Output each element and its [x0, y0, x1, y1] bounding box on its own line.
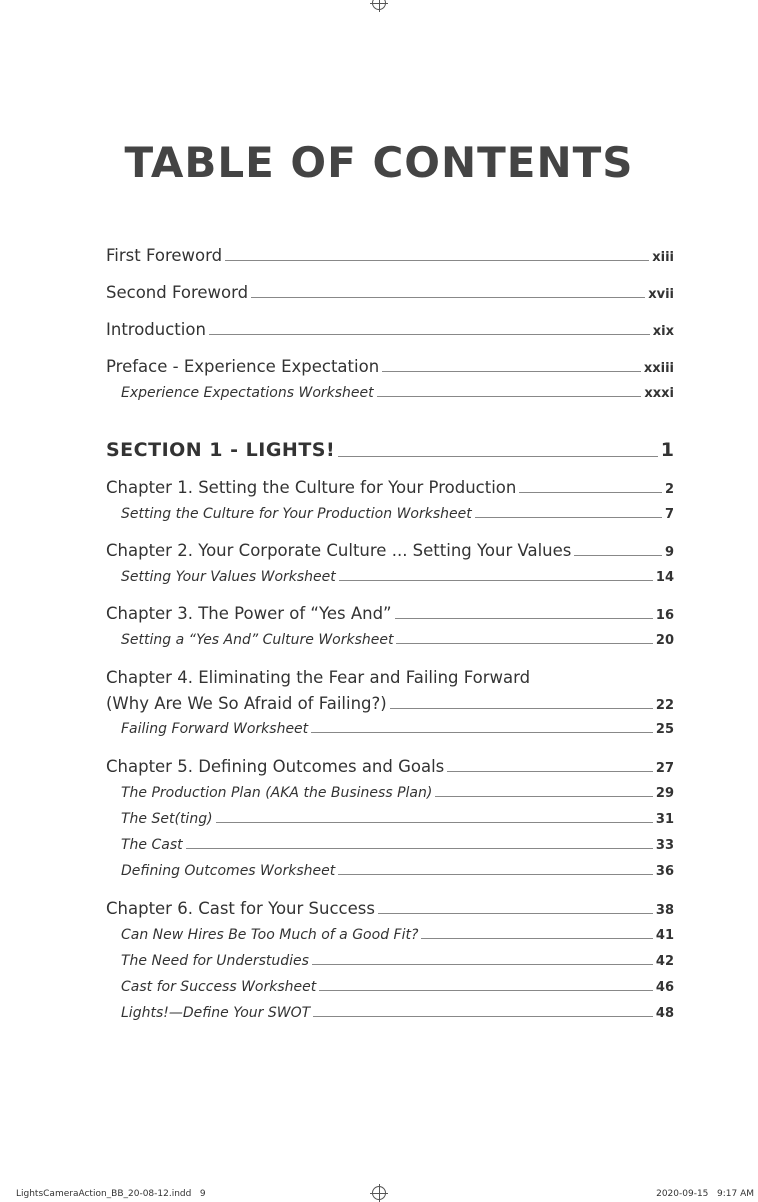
toc-subentry[interactable]	[121, 569, 674, 585]
toc-entry-page: 16	[655, 608, 674, 623]
toc-entry[interactable]	[106, 283, 674, 302]
registration-mark-icon	[372, 1186, 386, 1200]
leader-line	[390, 708, 653, 709]
toc-entry-label: Introduction	[106, 320, 206, 339]
toc-entry-label: Lights!—Define Your SWOT	[121, 1005, 311, 1021]
toc-entry-label: Defining Outcomes Worksheet	[121, 863, 336, 879]
toc-entry-label: The Production Plan (AKA the Business Plan)	[121, 785, 433, 801]
toc-entry-page: xxxi	[644, 386, 674, 401]
toc-entry-page: 29	[655, 786, 674, 801]
toc-entry-page: 27	[655, 761, 674, 776]
toc-entry[interactable]	[106, 357, 674, 376]
toc-entry-page: xix	[652, 324, 674, 339]
leader-line	[216, 822, 653, 823]
toc-entry-label: Setting Your Values Worksheet	[121, 569, 336, 585]
toc-entry-label: Chapter 3. The Power of “Yes And”	[106, 604, 392, 623]
leader-line	[395, 618, 653, 619]
toc-entry[interactable]	[106, 541, 674, 560]
leader-line	[225, 260, 649, 261]
leader-line	[396, 643, 652, 644]
section-page: 1	[660, 439, 674, 461]
leader-line	[447, 771, 653, 772]
toc-entry[interactable]	[106, 757, 674, 776]
toc-entry-label: (Why Are We So Afraid of Failing?)	[106, 694, 387, 713]
toc-subentry[interactable]	[121, 385, 674, 401]
toc-entry-page: 41	[655, 928, 674, 943]
toc-entry-label: Second Foreword	[106, 283, 249, 302]
toc-entry-label: Chapter 2. Your Corporate Culture ... Setting Your Values	[106, 541, 572, 560]
toc-entry-page: 36	[655, 864, 674, 879]
toc-entry-page: 42	[655, 954, 674, 969]
leader-line	[209, 334, 650, 335]
leader-line	[377, 396, 642, 397]
toc-subentry[interactable]	[121, 632, 674, 648]
leader-line	[319, 990, 653, 991]
toc-subentry[interactable]	[121, 837, 674, 853]
toc-entry-page: xiii	[652, 250, 674, 265]
toc-entry[interactable]	[106, 604, 674, 623]
toc-entry-label: Preface - Experience Expectation	[106, 357, 380, 376]
leader-line	[338, 874, 653, 875]
leader-line	[339, 580, 653, 581]
section-label: SECTION 1 - LIGHTS!	[106, 439, 336, 461]
leader-line	[475, 517, 662, 518]
leader-line	[313, 1016, 653, 1017]
toc-entry-page: 48	[655, 1006, 674, 1021]
toc-entry-page: 14	[655, 570, 674, 585]
toc-subentry[interactable]	[121, 1005, 674, 1021]
toc-subentry[interactable]	[121, 785, 674, 801]
leader-line	[382, 371, 641, 372]
toc-entry-page: 22	[655, 698, 674, 713]
toc-subentry[interactable]	[121, 506, 674, 522]
toc-entry-label: Chapter 6. Cast for Your Success	[106, 899, 375, 918]
leader-line	[251, 297, 645, 298]
toc-entry-label: The Cast	[121, 837, 183, 853]
toc-entry-page: xvii	[648, 287, 674, 302]
toc-entry-label: Failing Forward Worksheet	[121, 721, 309, 737]
toc-entry-page: 7	[664, 507, 674, 522]
footer-timestamp: 2020-09-15 9:17 AM	[656, 1189, 754, 1199]
leader-line	[338, 456, 658, 457]
page-title: TABLE OF CONTENTS	[124, 138, 634, 187]
toc-entry-label: Cast for Success Worksheet	[121, 979, 317, 995]
toc-subentry[interactable]	[121, 927, 674, 943]
toc-subentry[interactable]	[121, 979, 674, 995]
toc-entry-page: 31	[655, 812, 674, 827]
toc-subentry[interactable]	[121, 721, 674, 737]
toc-entry-page: 38	[655, 903, 674, 918]
toc-entry-label: Chapter 1. Setting the Culture for Your Production	[106, 478, 517, 497]
toc-entry-label: Experience Expectations Worksheet	[121, 385, 374, 401]
toc-section-heading[interactable]	[106, 439, 674, 461]
leader-line	[519, 492, 662, 493]
leader-line	[311, 732, 653, 733]
toc-entry-label: Setting the Culture for Your Production Worksheet	[121, 506, 472, 522]
toc-entry-page: 25	[655, 722, 674, 737]
toc-entry[interactable]	[106, 694, 674, 713]
footer-filename: LightsCameraAction_BB_20-08-12.indd 9	[16, 1189, 206, 1199]
toc-entry-page: xxiii	[643, 361, 674, 376]
toc-entry[interactable]	[106, 320, 674, 339]
toc-entry-label: Setting a “Yes And” Culture Worksheet	[121, 632, 394, 648]
leader-line	[378, 913, 653, 914]
toc-subentry[interactable]	[121, 953, 674, 969]
toc-entry-label-line1: Chapter 4. Eliminating the Fear and Failing Forward	[106, 668, 531, 687]
registration-mark-icon	[372, 0, 386, 10]
toc-entry-label: The Set(ting)	[121, 811, 213, 827]
toc-entry[interactable]	[106, 478, 674, 497]
toc-entry-page: 46	[655, 980, 674, 995]
toc-entry-page: 33	[655, 838, 674, 853]
leader-line	[186, 848, 653, 849]
toc-entry-page: 9	[664, 545, 674, 560]
toc-entry-label: Can New Hires Be Too Much of a Good Fit?	[121, 927, 419, 943]
toc-subentry[interactable]	[121, 863, 674, 879]
toc-entry-label: The Need for Understudies	[121, 953, 309, 969]
toc-entry-label: First Foreword	[106, 246, 223, 265]
leader-line	[421, 938, 653, 939]
toc-entry-page: 20	[655, 633, 674, 648]
toc-entry[interactable]	[106, 246, 674, 265]
leader-line	[435, 796, 653, 797]
leader-line	[312, 964, 653, 965]
toc-subentry[interactable]	[121, 811, 674, 827]
leader-line	[574, 555, 662, 556]
toc-entry-page: 2	[664, 482, 674, 497]
toc-entry[interactable]	[106, 899, 674, 918]
toc-entry-label: Chapter 5. Defining Outcomes and Goals	[106, 757, 445, 776]
